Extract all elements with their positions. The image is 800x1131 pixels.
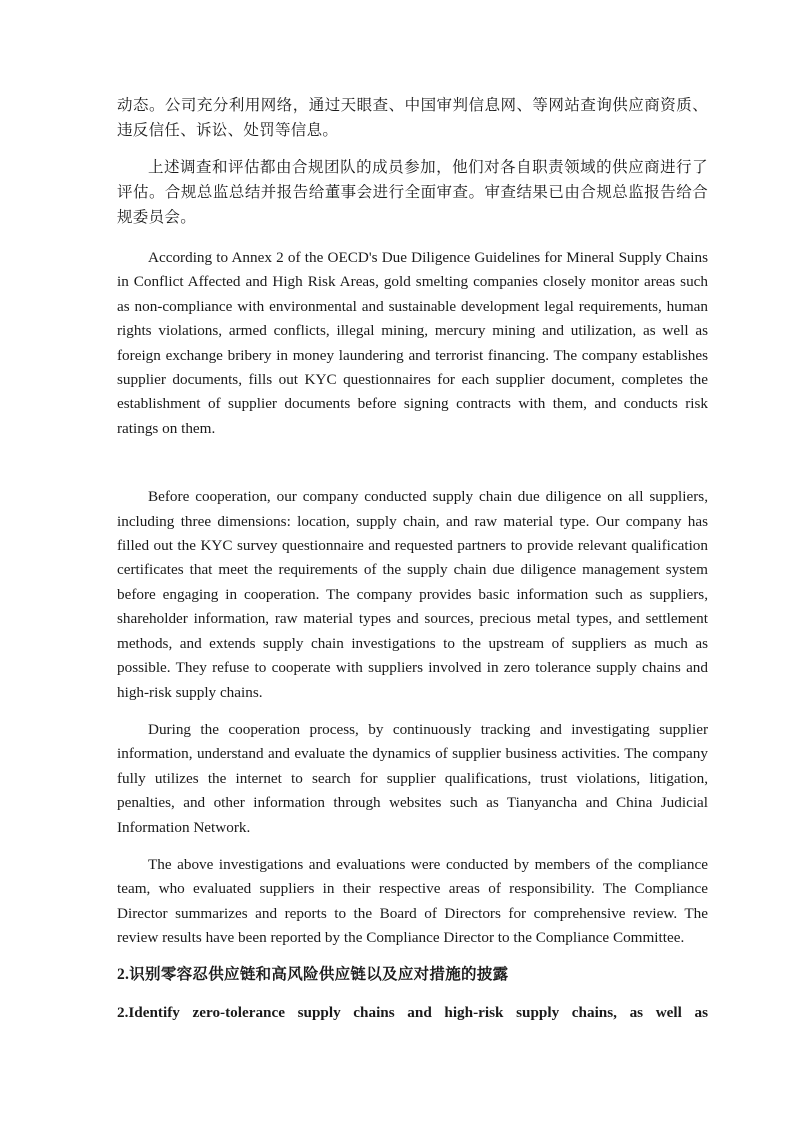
section-heading-en: 2.Identify zero-tolerance supply chains and high-risk supply chains, as well as — [117, 1003, 708, 1021]
paragraph-en-4: The above investigations and evaluations were conducted by members of the compliance team, who evaluated suppliers in their respective areas of responsibility. The Compliance Director summarizes and reports to the Board of Directors for comprehensive review. The review results have been reported by the Compliance Director to the Compliance Committee. — [117, 855, 708, 947]
paragraph-en-3: During the cooperation process, by continuously tracking and investigating supplier information, understand and evaluate the dynamics of supplier business activities. The company fully utilizes the internet to search for supplier qualifications, trust violations, litigation, penalties, and other information through websites such as Tianyancha and China Judicial Information Network. — [117, 720, 708, 836]
section-heading-zh: 2.识别零容忍供应链和高风险供应链以及应对措施的披露 — [117, 965, 509, 983]
paragraph-en-2: Before cooperation, our company conducted supply chain due diligence on all suppliers, including three dimensions: location, supply chain, and raw material type. Our company has filled out the KYC survey questionnaire and requested partners to provide relevant qualification certificates that meet the requirements of the supply chain due diligence management system before engaging in cooperation. The company provides basic information such as suppliers, shareholder information, raw material types and sources, precious metal types, and settlement methods, and extends supply chain investigations to the upstream of suppliers as much as possible. They refuse to cooperate with suppliers involved in zero tolerance supply chains and high-risk supply chains. — [117, 488, 708, 701]
paragraph-zh-1: 动态。公司充分利用网络，通过天眼查、中国审判信息网、等网站查询供应商资质、违反信任、诉讼、处罚等信息。 — [117, 97, 708, 139]
document-page — [117, 90, 708, 1025]
paragraph-zh-2: 上述调查和评估都由合规团队的成员参加，他们对各自职责领域的供应商进行了评估。合规总监总结并报告给董事会进行全面审查。审查结果已由合规总监报告给合规委员会。 — [117, 159, 708, 226]
paragraph-en-1: According to Annex 2 of the OECD's Due Diligence Guidelines for Mineral Supply Chains in Conflict Affected and High Risk Areas, gold smelting companies closely monitor areas such as non-compliance with environmental and sustainable development legal requirements, human rights violations, armed conflicts, illegal mining, mercury mining and utilization, as well as foreign exchange bribery in money laundering and terrorist financing. The company establishes supplier documents, fills out KYC questionnaires for each supplier document, completes the establishment of supplier documents before signing contracts with them, and conducts risk ratings on them. — [117, 249, 708, 437]
